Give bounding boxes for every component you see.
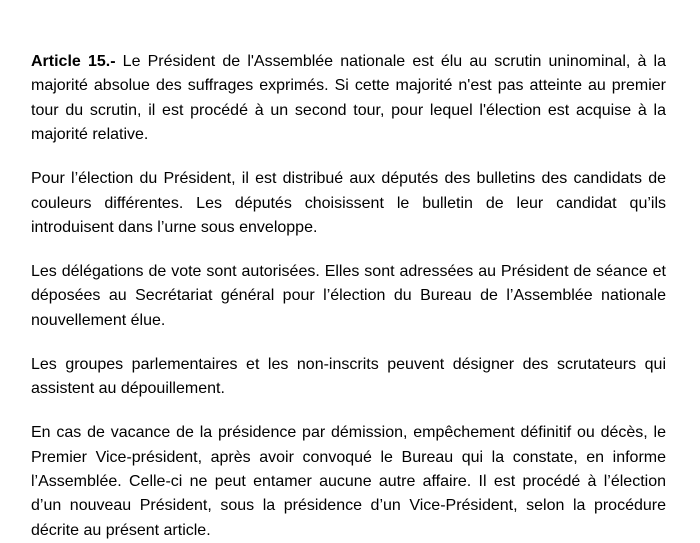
document-page <box>31 50 666 543</box>
article-15-paragraph-2: Pour l’élection du Président, il est distribué aux députés des bulletins des candidats de couleurs différentes. Les députés choisissent le bulletin de leur candidat qu’ils introduisent dans l’urne sous enveloppe. <box>31 170 666 237</box>
article-15-paragraph-1 <box>31 50 666 148</box>
article-label: Article 15.- <box>31 53 116 70</box>
article-15-paragraph-4: Les groupes parlementaires et les non-inscrits peuvent désigner des scrutateurs qui assistent au dépouillement. <box>31 355 666 398</box>
article-15-paragraph-5: En cas de vacance de la présidence par démission, empêchement définitif ou décès, le Premier Vice-président, après avoir convoqué le Bureau qui la constate, en informe l’Assemblée. Celle-ci ne peut entamer aucune autre affaire. Il est procédé à l’élection d’un nouveau Président, sous la présidence d’un Vice-Président, selon la procédure décrite au présent article. <box>31 424 666 539</box>
article-15-paragraph-3: Les délégations de vote sont autorisées. Elles sont adressées au Président de séance et déposées au Secrétariat général pour l’élection du Bureau de l’Assemblée nationale nouvellement élue. <box>31 263 666 329</box>
article-15-paragraph-1-text: Le Président de l'Assemblée nationale est élu au scrutin uninominal, à la majorité absolue des suffrages exprimés. Si cette majorité n'est pas atteinte au premier tour du scrutin, il est procédé à un second tour, pour lequel l'élection est acquise à la majorité relative. <box>31 53 667 144</box>
